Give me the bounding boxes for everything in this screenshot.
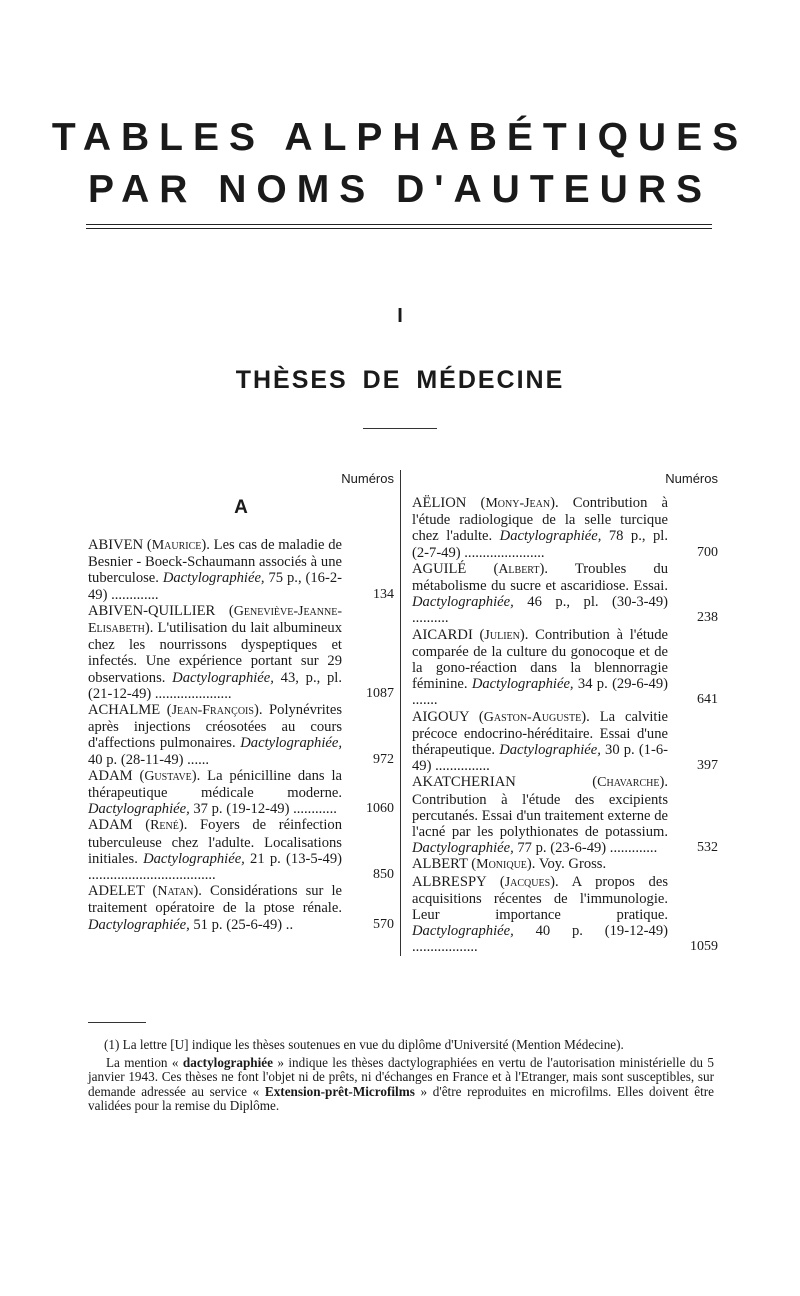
author-surname: AGUILÉ [412, 560, 467, 577]
author-given-names: Jean-François [171, 703, 254, 719]
thesis-entry-text: ADAM (Gustave). La pénicilline dans la thérapeutique médicale moderne. Dactylographiée, 37 p. (19-12-49) ............ [88, 767, 342, 818]
left-entries-list [88, 537, 394, 933]
thesis-entry [412, 495, 718, 561]
page-title-line-1: TABLES ALPHABÉTIQUES [51, 116, 749, 159]
author-surname: ABIVEN [88, 537, 144, 553]
author-given-names: Maurice [151, 538, 202, 553]
thesis-format: Dactylographiée, [162, 570, 265, 587]
thesis-entry [412, 627, 718, 709]
thesis-entry-text: AKATCHERIAN (Chavarche). Contribution à l'étude des excipients percutanés. Essai d'un traitement externe de l'acné par les polythionates de potassium. Dactylographiée, 77 p. (23-6-49) ............. [412, 774, 668, 857]
footnote-2-part-a: La mention « [106, 1054, 183, 1070]
thesis-format: Dactylographiée, [88, 801, 190, 818]
column-divider [400, 470, 401, 956]
entry-number: 532 [697, 840, 718, 856]
author-surname: AKATCHERIAN [412, 774, 516, 791]
thesis-title: . Foyers de réinfection tuberculeuse chez l'adulte. Localisations initiales. [88, 817, 342, 867]
thesis-format: Dactylographiée, [412, 840, 514, 857]
thesis-title: . Voy. Gross. [531, 856, 607, 873]
footnote-2-part-c: » d'être reproduites en microfilms. Elles doivent être validées pour la remise du Diplôme. [88, 1083, 714, 1114]
author-given-names: Gustave [144, 768, 192, 784]
footnote-2-bold-2: Extension-prêt-Microfilms [264, 1083, 415, 1099]
footnote-rule [88, 1022, 146, 1023]
entry-number: 134 [373, 586, 394, 602]
thesis-title: . Contribution à l'étude comparée de la culture du gonocoque et de la gono-réaction dans la blennorragie féminine. [412, 626, 668, 693]
right-column [412, 470, 718, 956]
thesis-entry [88, 603, 394, 702]
thesis-entry [412, 774, 718, 856]
entry-number: 850 [373, 867, 394, 883]
entry-number: 1059 [690, 939, 718, 955]
thesis-entry [412, 709, 718, 775]
entry-number: 700 [697, 544, 718, 560]
thesis-title: . Polynévrites après injections créosotées au cours d'affections pulmonaires. [88, 702, 342, 752]
thesis-format: Dactylographiée, [471, 676, 574, 693]
thesis-entry [412, 856, 718, 873]
author-surname: ADAM [88, 767, 133, 784]
author-given-names: Geneviève-Jeanne-Elisabeth [88, 603, 342, 637]
right-entries-list [412, 495, 718, 956]
thesis-details: 30 p. (1-6-49) ............... [412, 742, 668, 775]
thesis-entry-text: AICARDI (Julien). Contribution à l'étude comparée de la culture du gonocoque et de la gono-réaction dans la blennorragie féminine. Dactylographiée, 34 p. (29-6-49) ....... [412, 626, 668, 709]
thesis-details: 75 p., (16-2-49) ............. [88, 570, 342, 603]
letter-heading: A [234, 497, 248, 518]
author-surname: ACHALME [88, 702, 161, 719]
section-title: THÈSES DE MÉDECINE [235, 366, 565, 394]
thesis-title: . A propos des acquisitions récentes de l'immunologie. Leur importance pratique. [412, 873, 668, 924]
thesis-entry-text: AËLION (Mony-Jean). Contribution à l'étude radiologique de la selle turcique chez l'adulte. Dactylographiée, 78 p., pl. (2-7-49) ...................... [412, 495, 668, 561]
thesis-title: . Contribution à l'étude des excipients percutanés. Essai d'un traitement externe de l'acné par les polythionates de potassium. [412, 774, 668, 841]
thesis-entry [88, 817, 394, 883]
footnotes [88, 1038, 714, 1117]
entry-number: 972 [373, 751, 394, 767]
thesis-entry [88, 537, 394, 603]
author-given-names: Natan [157, 884, 194, 900]
entry-number: 238 [697, 610, 718, 626]
author-given-names: Albert [498, 561, 540, 577]
footnote-1: (1) La lettre [U] indique les thèses soutenues en vue du diplôme d'Université (Mention Médecine). [104, 1037, 624, 1052]
thesis-entry-text: ACHALME (Jean-François). Polynévrites après injections créosotées au cours d'affections pulmonaires. Dactylographiée, 40 p. (28-11-49) ...... [88, 702, 342, 768]
author-given-names: Gaston-Auguste [483, 709, 582, 725]
thesis-entry-text: ALBRESPY (Jacques). A propos des acquisitions récentes de l'immunologie. Leur importance pratique. Dactylographiée, 40 p. (19-12-49) .................. [412, 873, 668, 956]
author-given-names: René [150, 818, 179, 834]
footnote-2 [88, 1056, 714, 1114]
thesis-format: Dactylographiée, [172, 669, 274, 686]
thesis-details: 34 p. (29-6-49) ....... [412, 676, 668, 709]
thesis-format: Dactylographiée, [412, 594, 514, 611]
section-number: I [397, 305, 403, 327]
thesis-title: . Troubles du métabolisme du sucre et ascaridiose. Essai. [412, 560, 668, 595]
author-surname: AICARDI [412, 626, 473, 643]
thesis-details: 46 p., pl. (30-3-49) .......... [412, 594, 668, 627]
thesis-entry-text: ADELET (Natan). Considérations sur le traitement opératoire de la ptose rénale. Dactylographiée, 51 p. (25-6-49) .. [88, 883, 342, 933]
author-given-names: Monique [476, 857, 527, 873]
author-given-names: Mony-Jean [485, 496, 551, 511]
thesis-details: 78 p., pl. (2-7-49) ...................... [412, 528, 668, 561]
section-rule [363, 428, 437, 429]
title-rule-bottom [86, 228, 712, 229]
entry-number: 641 [697, 692, 718, 708]
author-given-names: Jacques [504, 874, 551, 890]
author-surname: ALBERT [412, 856, 468, 873]
thesis-entry-text: ABIVEN (Maurice). Les cas de maladie de Besnier - Boeck-Schaumann associés à une tuberculose. Dactylographiée, 75 p., (16-2-49) ............. [88, 537, 342, 603]
footnote-2-bold-1: dactylographiée [182, 1054, 273, 1070]
thesis-format: Dactylographiée, [88, 916, 190, 933]
thesis-entry [412, 874, 718, 956]
thesis-details: 77 p. (23-6-49) ............. [513, 840, 658, 857]
thesis-title: . Contribution à l'étude radiologique de la selle turcique chez l'adulte. [412, 495, 668, 545]
thesis-details: 40 p. (28-11-49) ...... [88, 751, 210, 768]
page-title-line-2: PAR NOMS D'AUTEURS [87, 168, 713, 211]
thesis-entry-text: ABIVEN-QUILLIER (Geneviève-Jeanne-Elisabeth). L'utilisation du lait albumineux chez les nourrissons dyspeptiques et infectés. Une expérience portant sur 29 observations. Dactylographiée, 43, p., pl. (21-12-49) ..................... [88, 602, 342, 702]
thesis-title: . Les cas de maladie de Besnier - Boeck-Schaumann associés à une tuberculose. [88, 537, 342, 587]
thesis-entry [88, 883, 394, 933]
entry-number: 1087 [366, 685, 394, 701]
thesis-format: Dactylographiée, [499, 742, 601, 759]
author-surname: ADAM [88, 817, 133, 834]
thesis-details: 21 p. (13-5-49) ................................... [88, 850, 342, 884]
entry-number: 570 [373, 916, 394, 932]
thesis-entry [88, 768, 394, 818]
thesis-entry-text: AIGOUY (Gaston-Auguste). La calvitie précoce endocrino-héréditaire. Essai d'une thérapeutique. Dactylographiée, 30 p. (1-6-49) ............... [412, 708, 668, 775]
thesis-title: . La calvitie précoce endocrino-héréditaire. Essai d'une thérapeutique. [412, 708, 668, 759]
left-column [88, 470, 394, 933]
thesis-title: . Considérations sur le traitement opératoire de la ptose rénale. [88, 883, 342, 917]
author-surname: AIGOUY [412, 708, 470, 725]
thesis-format: Dactylographiée, [143, 850, 245, 867]
thesis-entry-text: AGUILÉ (Albert). Troubles du métabolisme du sucre et ascaridiose. Essai. Dactylographiée, 46 p., pl. (30-3-49) .......... [412, 560, 668, 627]
author-given-names: Julien [484, 627, 520, 643]
title-rule-top [86, 224, 712, 225]
thesis-entry [88, 702, 394, 768]
left-column-header: Numéros [341, 471, 394, 486]
thesis-details: 43, p., pl. (21-12-49) ..................... [88, 669, 342, 702]
thesis-details: 37 p. (19-12-49) ............ [189, 801, 337, 818]
thesis-title: . La pénicilline dans la thérapeutique médicale moderne. [88, 767, 342, 802]
right-column-header: Numéros [665, 471, 718, 486]
author-surname: ADELET [88, 883, 145, 900]
entry-number: 397 [697, 758, 718, 774]
thesis-details: 51 p. (25-6-49) .. [189, 916, 294, 933]
thesis-format: Dactylographiée, [240, 735, 342, 752]
thesis-entry [412, 561, 718, 627]
author-surname: ABIVEN-QUILLIER [88, 602, 216, 619]
thesis-entry-text: ALBERT (Monique). Voy. Gross. [412, 856, 607, 873]
thesis-title: . L'utilisation du lait albumineux chez les nourrissons dyspeptiques et infectés. Une expérience portant sur 29 observations. [88, 620, 342, 686]
thesis-format: Dactylographiée, [499, 528, 602, 545]
author-surname: ALBRESPY [412, 873, 487, 890]
author-surname: AËLION [412, 495, 467, 511]
thesis-entry-text: ADAM (René). Foyers de réinfection tuberculeuse chez l'adulte. Localisations initiales. Dactylographiée, 21 p. (13-5-49) ................................... [88, 817, 342, 884]
thesis-format: Dactylographiée, [412, 923, 514, 940]
footnote-2-part-b: » indique les thèses dactylographiées en vertu de l'autorisation ministérielle du 5 janvier 1943. Ces thèses ne font l'objet ni de prêts, ni d'échanges en France et à l'Etranger, mais sont susceptibles, sur demande adressée au service « [88, 1054, 714, 1099]
thesis-details: 40 p. (19-12-49) .................. [412, 923, 668, 956]
entry-number: 1060 [366, 801, 394, 817]
author-given-names: Chavarche [597, 775, 660, 791]
